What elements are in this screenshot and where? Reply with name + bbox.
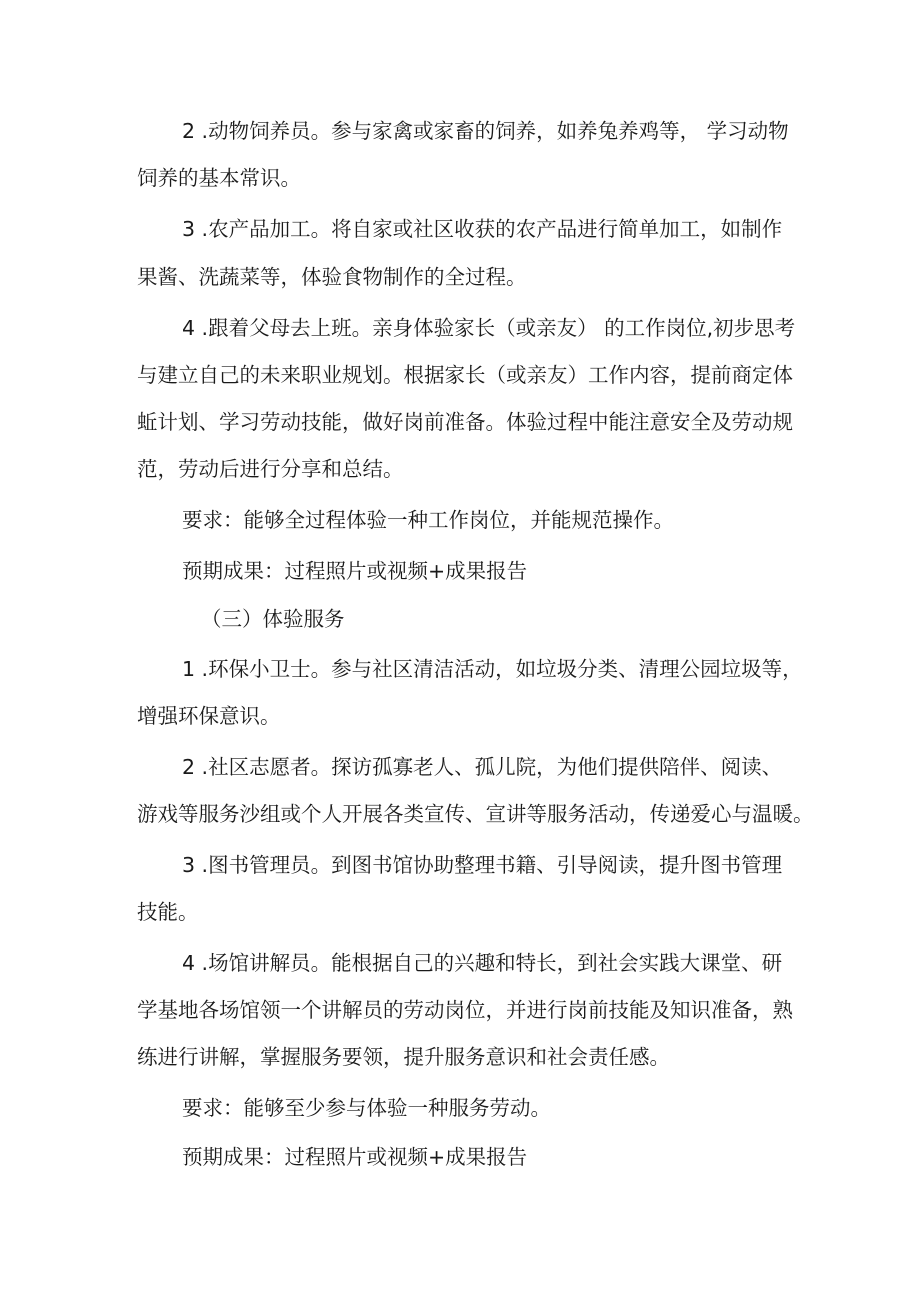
- item-work-with-parents-line-3: 蚯计划、学习劳动技能，做好岗前准备。体验过程中能注意安全及劳动规: [137, 410, 793, 434]
- item-guide-line-3: 练进行讲解，掌握服务要领，提升服务意识和社会责任感。: [137, 1045, 670, 1069]
- item-eco-guard-line-1: 1 .环保小卫士。参与社区清洁活动，如垃圾分类、清理公园垃圾等，: [182, 657, 803, 681]
- requirement-service: 要求：能够至少参与体验一种服务劳动。: [182, 1096, 551, 1120]
- item-guide-line-2: 学基地各场馆领一个讲解员的劳动岗位，并进行岗前技能及知识准备，熟: [137, 998, 793, 1022]
- item-volunteer-line-1: 2 .社区志愿者。探访孤寡老人、孤儿院，为他们提供陪伴、阅读、: [182, 755, 783, 779]
- item-volunteer-line-2: 游戏等服务沙组或个人开展各类宣传、宣讲等服务活动，传递爱心与温暖。: [137, 802, 814, 826]
- item-farm-processing-line-1: 3 .农产品加工。将自家或社区收获的农产品进行简单加工，如制作: [182, 217, 783, 241]
- item-guide-line-1: 4 .场馆讲解员。能根据自己的兴趣和特长，到社会实践大课堂、研: [182, 951, 783, 975]
- item-librarian-line-1: 3 .图书管理员。到图书馆协助整理书籍、引导阅读，提升图书管理: [182, 853, 783, 877]
- expected-result-work: 预期成果：过程照片或视频+成果报告: [182, 559, 528, 583]
- item-eco-guard-line-2: 增强环保意识。: [137, 704, 281, 728]
- section-heading-service: （三）体验服务: [201, 607, 345, 631]
- item-animal-keeper-line-1: 2 .动物饲养员。参与家禽或家畜的饲养，如养兔养鸡等， 学习动物: [182, 119, 789, 143]
- requirement-work: 要求：能够全过程体验一种工作岗位，并能规范操作。: [182, 508, 674, 532]
- item-work-with-parents-line-2: 与建立自己的未来职业规划。根据家长（或亲友）工作内容，提前商定体: [137, 363, 793, 387]
- item-farm-processing-line-2: 果酱、洗蔬菜等，体验食物制作的全过程。: [137, 265, 527, 289]
- item-work-with-parents-line-1: 4 .跟着父母去上班。亲身体验家长（或亲友） 的工作岗位,初步思考: [182, 316, 796, 340]
- item-work-with-parents-line-4: 范，劳动后进行分享和总结。: [137, 457, 404, 481]
- expected-result-service: 预期成果：过程照片或视频+成果报告: [182, 1145, 528, 1169]
- item-librarian-line-2: 技能。: [137, 900, 199, 924]
- item-animal-keeper-line-2: 饲养的基本常识。: [137, 166, 301, 190]
